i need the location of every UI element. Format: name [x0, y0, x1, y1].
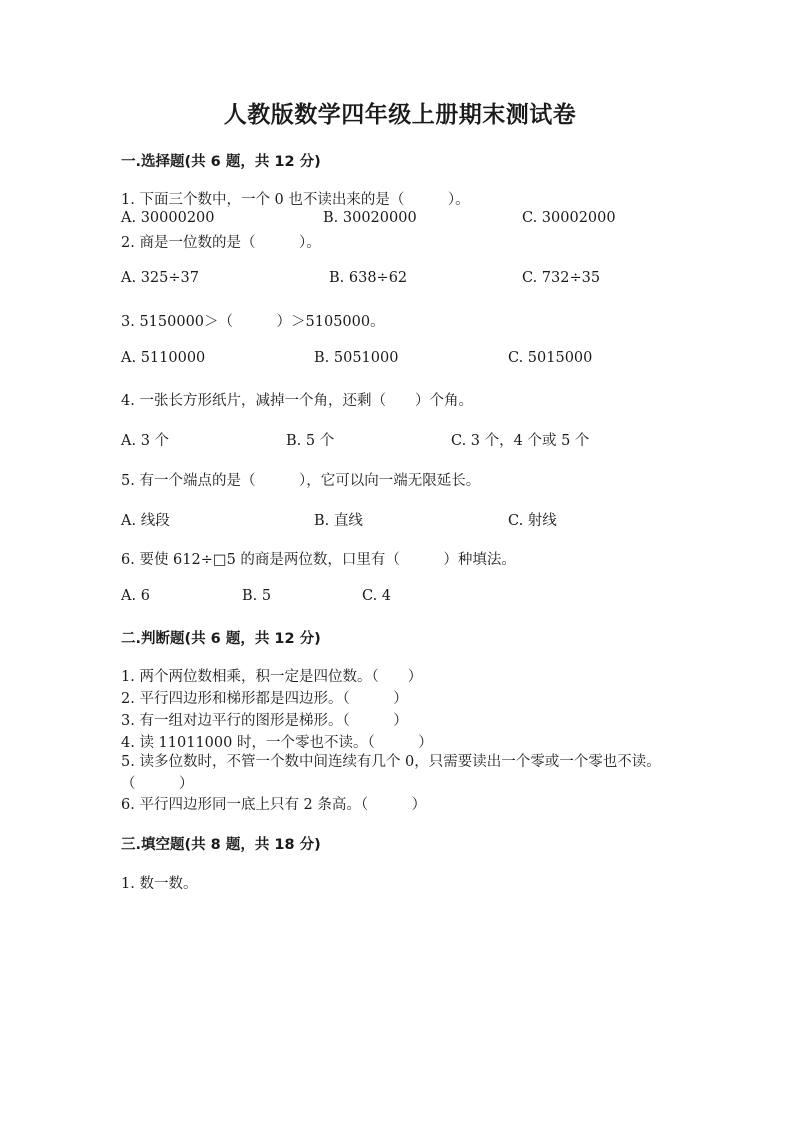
question-text: 6. 要使 612÷□5 的商是两位数，口里有（ ）种填法。	[121, 552, 516, 568]
judgment-item: 6. 平行四边形同一底上只有 2 条高。（ ）	[121, 797, 427, 813]
option-b: B. 5	[242, 588, 272, 604]
page-title: 人教版数学四年级上册期末测试卷	[223, 102, 577, 128]
question-text: 2. 商是一位数的是（ ）。	[121, 235, 321, 251]
judgment-item: 4. 读 11011000 时，一个零也不读。（ ）	[121, 735, 433, 751]
judgment-item: 2. 平行四边形和梯形都是四边形。（ ）	[121, 691, 408, 707]
option-c: C. 30002000	[522, 210, 616, 226]
option-b: B. 直线	[314, 513, 363, 529]
option-b: B. 5051000	[314, 350, 399, 366]
judgment-item: 1. 两个两位数相乘，积一定是四位数。（ ）	[121, 669, 423, 685]
judgment-item: 3. 有一组对边平行的图形是梯形。（ ）	[121, 713, 408, 729]
option-c: C. 5015000	[508, 350, 593, 366]
option-a: A. 线段	[121, 513, 170, 529]
question-text: 1. 下面三个数中，一个 0 也不读出来的是（ ）。	[121, 192, 470, 208]
option-b: B. 30020000	[323, 210, 417, 226]
judgment-item: 5. 读多位数时，不管一个数中间连续有几个 0，只需要读出一个零或一个零也不读。（ ）	[121, 754, 661, 792]
question-text: 3. 5150000＞（ ）＞5105000。	[121, 314, 385, 330]
question-text: 5. 有一个端点的是（ ），它可以向一端无限延长。	[121, 473, 481, 489]
fill-item: 1. 数一数。	[121, 876, 198, 892]
option-c: C. 射线	[508, 513, 557, 529]
option-a: A. 5110000	[121, 350, 206, 366]
option-c: C. 4	[362, 588, 392, 604]
option-b: B. 5 个	[286, 433, 335, 449]
option-a: A. 6	[121, 588, 150, 604]
section-heading-fill: 三.填空题(共 8 题，共 18 分)	[121, 837, 321, 853]
option-c: C. 732÷35	[522, 270, 601, 286]
option-c: C. 3 个，4 个或 5 个	[451, 433, 590, 449]
option-b: B. 638÷62	[329, 270, 408, 286]
option-a: A. 325÷37	[121, 270, 199, 286]
option-a: A. 30000200	[121, 210, 215, 226]
section-heading-judgment: 二.判断题(共 6 题，共 12 分)	[121, 631, 321, 647]
section-heading-choice: 一.选择题(共 6 题，共 12 分)	[121, 154, 321, 170]
question-text: 4. 一张长方形纸片，减掉一个角，还剩（ ）个角。	[121, 393, 473, 409]
option-a: A. 3 个	[121, 433, 170, 449]
